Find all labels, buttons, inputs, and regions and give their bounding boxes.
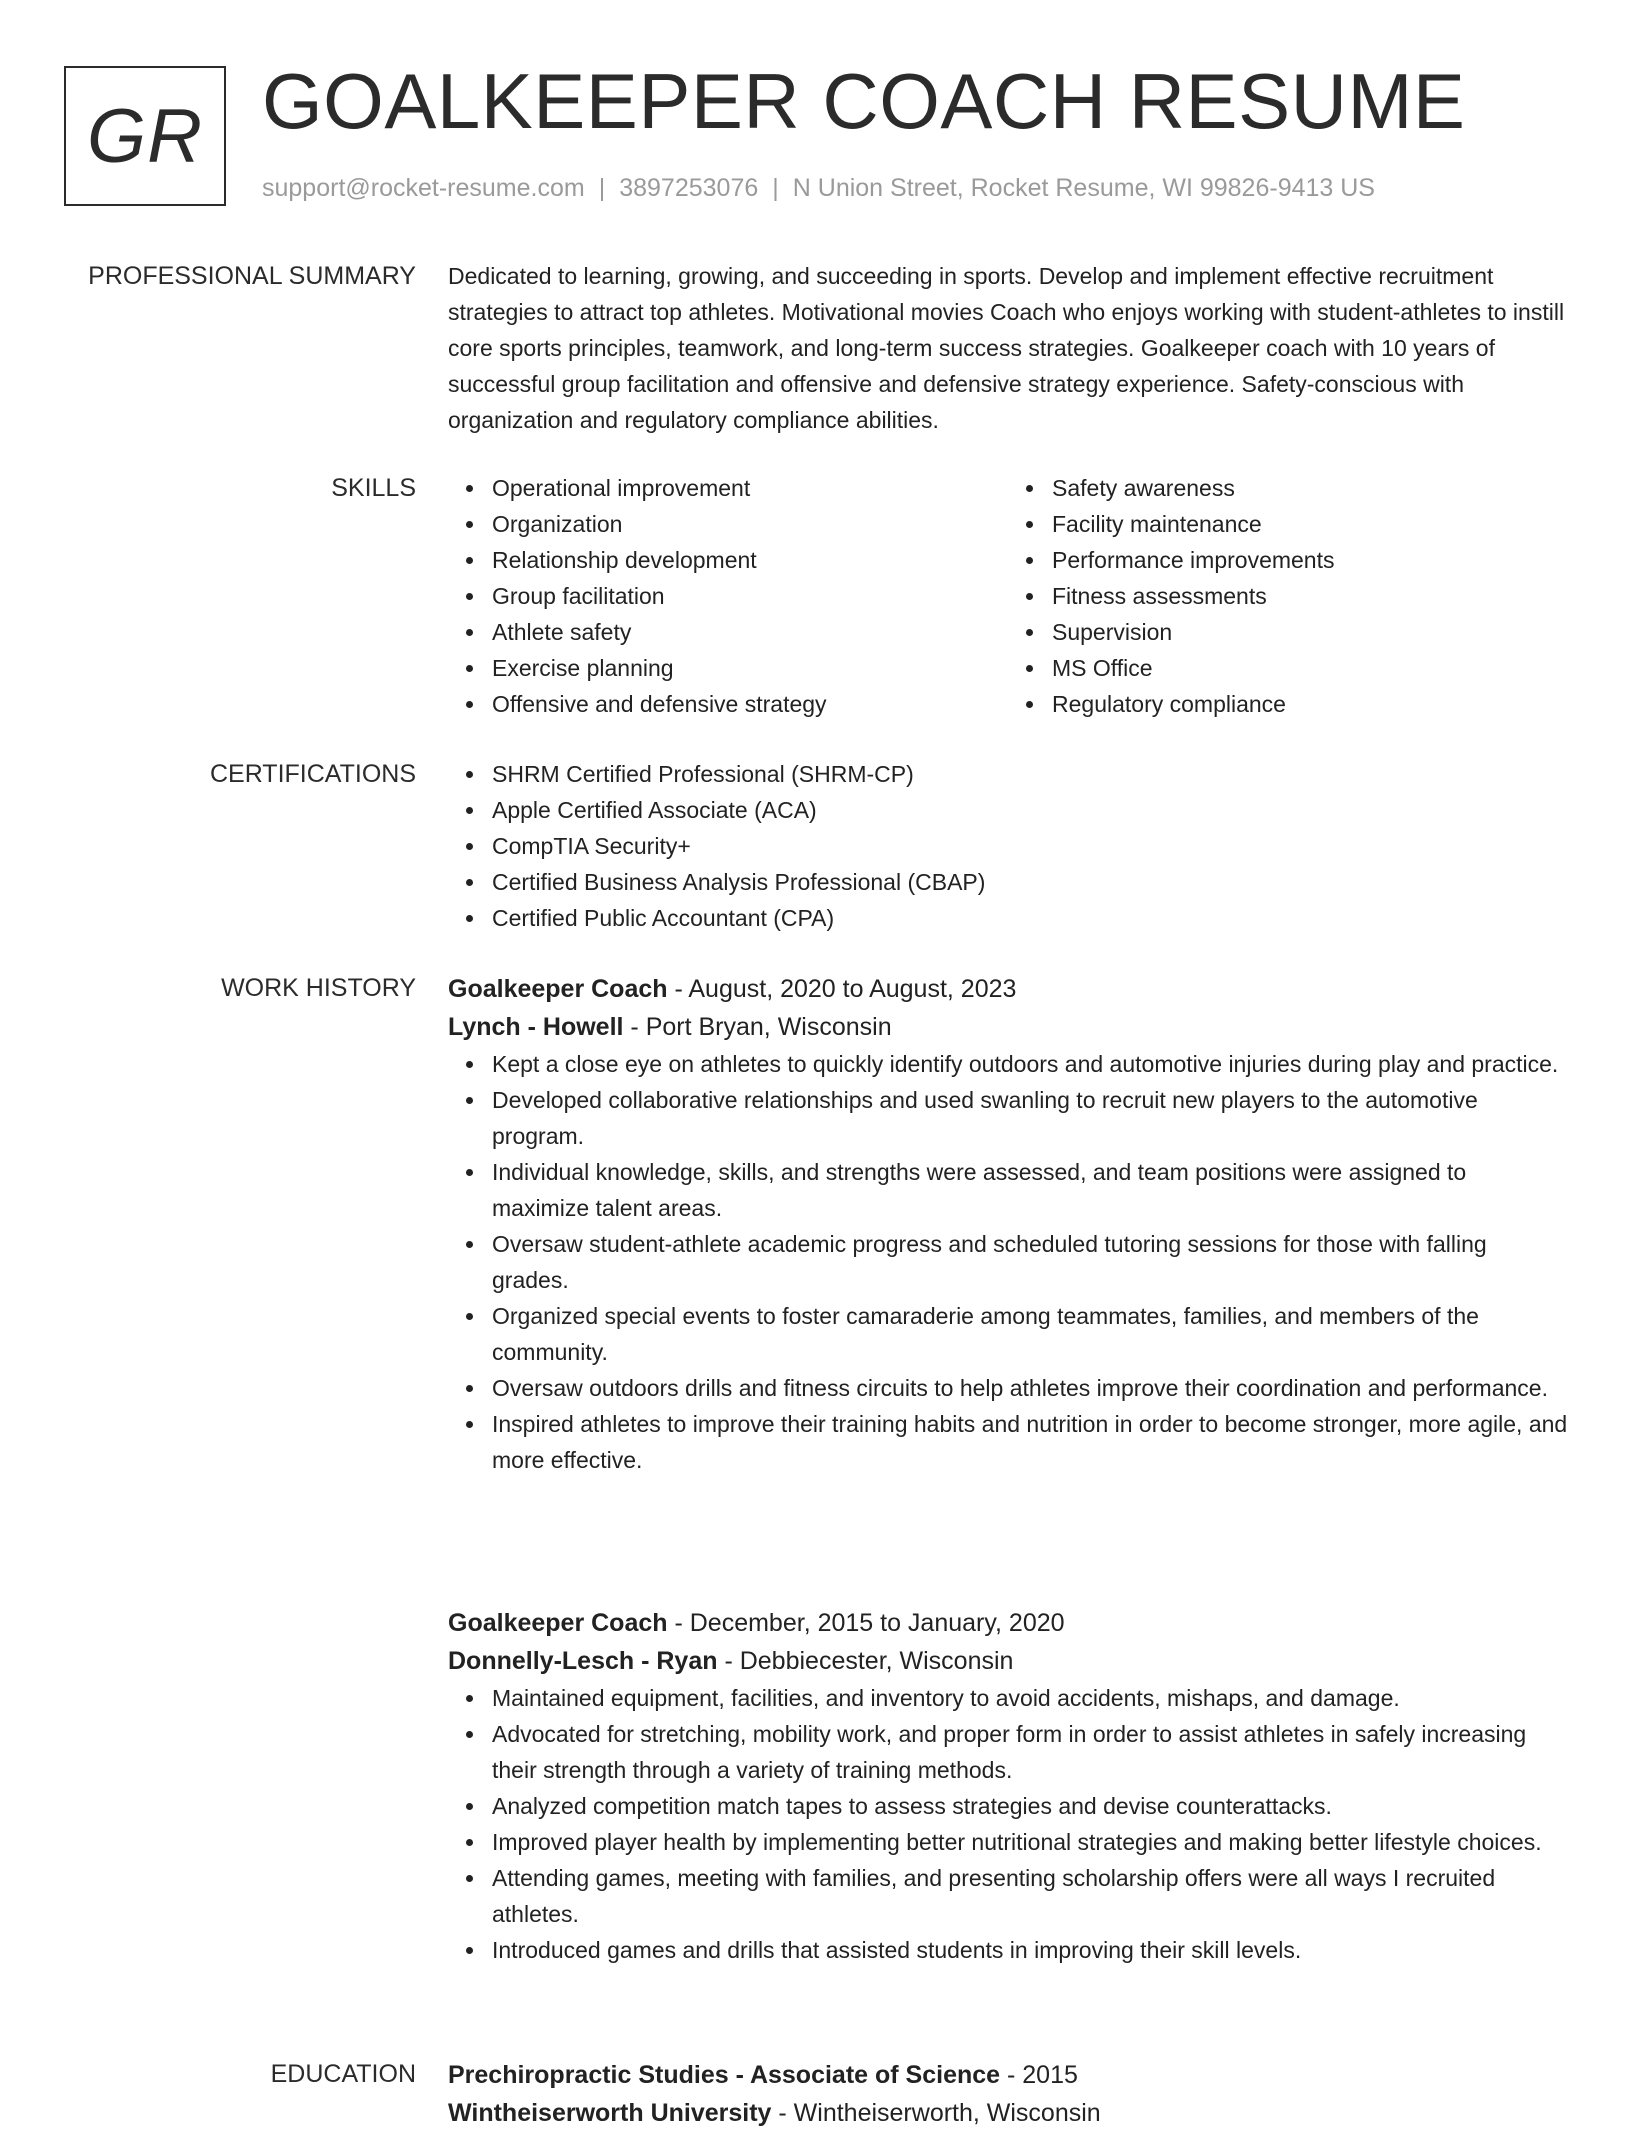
list-item: Regulatory compliance xyxy=(1052,686,1568,722)
education-heading: EDUCATION xyxy=(270,2060,416,2088)
job-employer: Lynch - Howell xyxy=(448,1013,624,1041)
job-bullets xyxy=(448,1680,1568,1968)
certifications-body xyxy=(448,756,1568,936)
list-item: Facility maintenance xyxy=(1052,506,1568,542)
list-item: Improved player health by implementing better nutritional strategies and making better lifestyle choices. xyxy=(492,1824,1568,1860)
list-item: Attending games, meeting with families, and presenting scholarship offers were all ways I recruited athletes. xyxy=(492,1860,1568,1932)
list-item: Supervision xyxy=(1052,614,1568,650)
list-item: Athlete safety xyxy=(492,614,1008,650)
degree-name: Prechiropractic Studies - Associate of Science xyxy=(448,2061,1001,2089)
list-item: Certified Business Analysis Professional (CBAP) xyxy=(492,864,1568,900)
job-employer: Donnelly-Lesch - Ryan xyxy=(448,1647,718,1675)
school-location: - Wintheiserworth, Wisconsin xyxy=(771,2099,1101,2127)
list-item: Oversaw student-athlete academic progress and scheduled tutoring sessions for those with falling grades. xyxy=(492,1226,1568,1298)
education-body xyxy=(448,2056,1568,2132)
contact-address: N Union Street, Rocket Resume, WI 99826-9413 US xyxy=(792,174,1375,202)
list-item: MS Office xyxy=(1052,650,1568,686)
list-item: Inspired athletes to improve their training habits and nutrition in order to become stronger, more agile, and more effective. xyxy=(492,1406,1568,1478)
job-bullets xyxy=(448,1046,1568,1478)
job-entry xyxy=(448,970,1568,1478)
contact-phone: 3897253076 xyxy=(619,174,759,202)
list-item: Offensive and defensive strategy xyxy=(492,686,1008,722)
job-employer-line xyxy=(448,1008,1568,1046)
list-item: Organized special events to foster camaraderie among teammates, families, and members of the community. xyxy=(492,1298,1568,1370)
work-history-body xyxy=(448,970,1568,1478)
list-item: Kept a close eye on athletes to quickly identify outdoors and automotive injuries during play and practice. xyxy=(492,1046,1568,1082)
list-item: Oversaw outdoors drills and fitness circuits to help athletes improve their coordination and performance. xyxy=(492,1370,1568,1406)
job-employer-line xyxy=(448,1642,1568,1680)
list-item: SHRM Certified Professional (SHRM-CP) xyxy=(492,756,1568,792)
school-name: Wintheiserworth University xyxy=(448,2099,772,2127)
certifications-list xyxy=(448,756,1568,936)
summary-text: Dedicated to learning, growing, and succeeding in sports. Develop and implement effective recruitment strategies to attract top athletes. Motivational movies Coach who enjoys working with student-athletes to instill core sports principles, teamwork, and long-term success strategies. Goalkeeper coach with 10 years of successful group facilitation and offensive and defensive strategy experience. Safety-conscious with organization and regulatory compliance abilities. xyxy=(448,263,1565,433)
job-location: - Debbiecester, Wisconsin xyxy=(717,1647,1014,1675)
job-title-line xyxy=(448,1604,1568,1642)
list-item: Developed collaborative relationships and used swanling to recruit new players to the automotive program. xyxy=(492,1082,1568,1154)
contact-line xyxy=(262,174,1375,203)
list-item: Safety awareness xyxy=(1052,470,1568,506)
list-item: Relationship development xyxy=(492,542,1008,578)
list-item: CompTIA Security+ xyxy=(492,828,1568,864)
list-item: Individual knowledge, skills, and strengths were assessed, and team positions were assigned to maximize talent areas. xyxy=(492,1154,1568,1226)
list-item: Analyzed competition match tapes to assess strategies and devise counterattacks. xyxy=(492,1788,1568,1824)
job-location: - Port Bryan, Wisconsin xyxy=(623,1013,892,1041)
contact-email: support@rocket-resume.com xyxy=(262,174,585,202)
resume-title: GOALKEEPER COACH RESUME xyxy=(262,57,1466,145)
list-item: Performance improvements xyxy=(1052,542,1568,578)
skills-columns xyxy=(448,470,1568,722)
contact-separator: | xyxy=(772,174,779,202)
list-item: Fitness assessments xyxy=(1052,578,1568,614)
monogram-initials: GR xyxy=(87,93,203,179)
job-title-line xyxy=(448,970,1568,1008)
list-item: Maintained equipment, facilities, and inventory to avoid accidents, mishaps, and damage. xyxy=(492,1680,1568,1716)
list-item: Exercise planning xyxy=(492,650,1008,686)
list-item: Introduced games and drills that assisted students in improving their skill levels. xyxy=(492,1932,1568,1968)
job-title: Goalkeeper Coach xyxy=(448,1609,668,1637)
list-item: Organization xyxy=(492,506,1008,542)
skills-list-left xyxy=(448,470,1008,722)
degree-year: - 2015 xyxy=(1000,2061,1078,2089)
list-item: Certified Public Accountant (CPA) xyxy=(492,900,1568,936)
degree-line xyxy=(448,2056,1568,2094)
list-item: Advocated for stretching, mobility work, and proper form in order to assist athletes in safely increasing their strength through a variety of training methods. xyxy=(492,1716,1568,1788)
job-dates: - December, 2015 to January, 2020 xyxy=(667,1609,1065,1637)
contact-separator: | xyxy=(598,174,606,202)
work-history-body-2 xyxy=(448,1604,1568,1968)
work-history-heading: WORK HISTORY xyxy=(221,974,416,1002)
list-item: Apple Certified Associate (ACA) xyxy=(492,792,1568,828)
job-title: Goalkeeper Coach xyxy=(448,975,668,1003)
job-entry xyxy=(448,1604,1568,1968)
school-line xyxy=(448,2094,1568,2132)
list-item: Group facilitation xyxy=(492,578,1008,614)
certifications-heading: CERTIFICATIONS xyxy=(209,760,416,788)
summary-heading: PROFESSIONAL SUMMARY xyxy=(88,262,416,290)
summary-body xyxy=(448,258,1568,438)
skills-heading: SKILLS xyxy=(331,474,416,502)
skills-list-right xyxy=(1008,470,1568,722)
skills-body xyxy=(448,470,1568,722)
list-item: Operational improvement xyxy=(492,470,1008,506)
job-dates: - August, 2020 to August, 2023 xyxy=(667,975,1017,1003)
monogram-box xyxy=(64,66,226,206)
